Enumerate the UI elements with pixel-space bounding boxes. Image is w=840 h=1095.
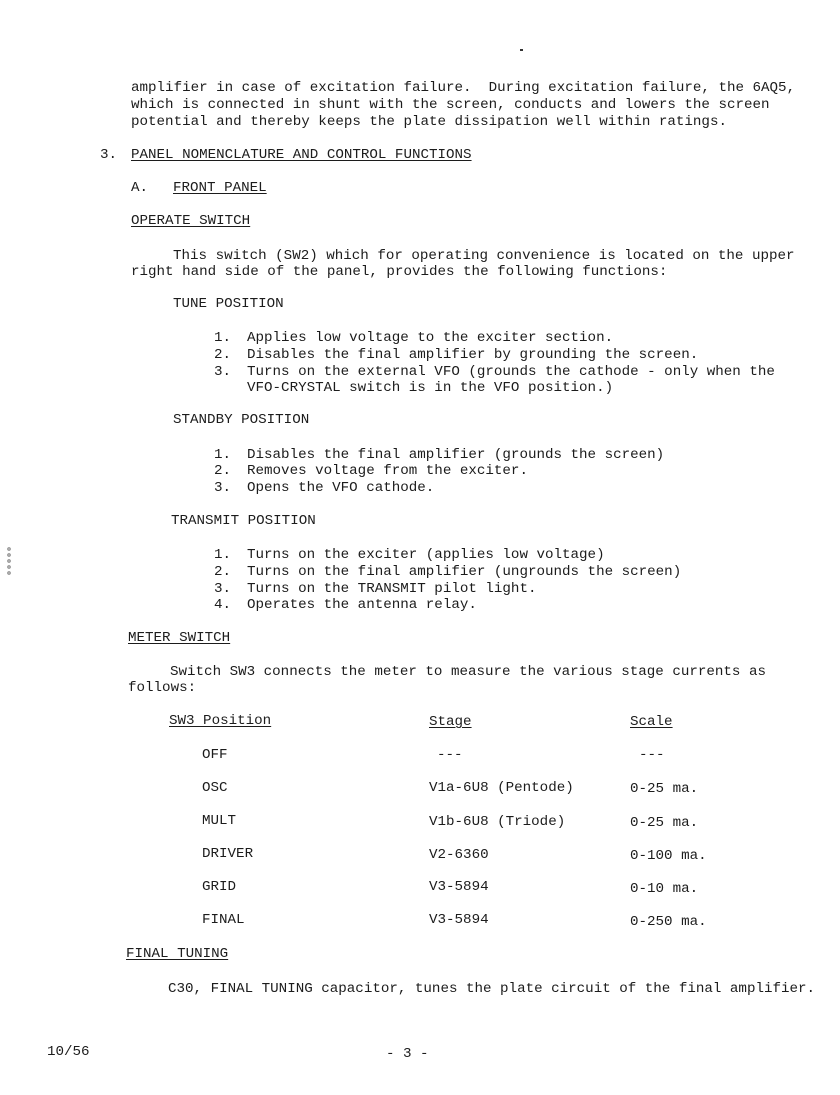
transmit-position-heading: TRANSMIT POSITION bbox=[171, 513, 316, 529]
tune-item-num: 3. bbox=[214, 364, 232, 380]
table-header-position: SW3 Position bbox=[169, 713, 272, 729]
subsection-letter: A. bbox=[131, 180, 149, 196]
table-cell-position: OFF bbox=[202, 747, 228, 763]
table-cell-stage: V3-5894 bbox=[429, 879, 489, 895]
tune-item-text: Turns on the external VFO (grounds the cathode - only when the bbox=[247, 364, 775, 380]
intro-line-3: potential and thereby keeps the plate dissipation well within ratings. bbox=[131, 114, 727, 130]
tune-position-heading: TUNE POSITION bbox=[173, 296, 284, 312]
section-number: 3. bbox=[100, 147, 118, 163]
final-tuning-heading: FINAL TUNING bbox=[126, 946, 229, 962]
tune-item-num: 1. bbox=[214, 330, 232, 346]
page-number: - 3 - bbox=[386, 1046, 429, 1062]
meter-switch-heading: METER SWITCH bbox=[128, 630, 231, 646]
table-header-scale: Scale bbox=[630, 714, 673, 730]
standby-position-heading: STANDBY POSITION bbox=[173, 412, 310, 428]
footer-date: 10/56 bbox=[47, 1044, 90, 1060]
transmit-item-num: 1. bbox=[214, 547, 232, 563]
table-cell-position: GRID bbox=[202, 879, 237, 895]
table-cell-stage: V2-6360 bbox=[429, 847, 489, 863]
transmit-item-text: Turns on the exciter (applies low voltage) bbox=[247, 547, 605, 563]
table-cell-position: FINAL bbox=[202, 912, 245, 928]
transmit-item-text: Turns on the TRANSMIT pilot light. bbox=[247, 581, 537, 597]
transmit-item-num: 4. bbox=[214, 597, 232, 613]
table-header-stage: Stage bbox=[429, 714, 472, 730]
table-cell-position: DRIVER bbox=[202, 846, 254, 862]
scan-edge-marks bbox=[6, 546, 12, 576]
intro-line-1: amplifier in case of excitation failure. During excitation failure, the 6AQ5, bbox=[131, 80, 796, 96]
standby-item-num: 2. bbox=[214, 463, 232, 479]
section-title: PANEL NOMENCLATURE AND CONTROL FUNCTIONS bbox=[131, 147, 472, 163]
standby-item-text: Disables the final amplifier (grounds the screen) bbox=[247, 447, 665, 463]
table-cell-stage: --- bbox=[437, 747, 463, 763]
table-cell-scale: 0-25 ma. bbox=[630, 781, 699, 797]
table-cell-position: MULT bbox=[202, 813, 237, 829]
table-cell-position: OSC bbox=[202, 780, 228, 796]
meter-para-line-2: follows: bbox=[128, 680, 197, 696]
meter-para-line-1: Switch SW3 connects the meter to measure the various stage currents as bbox=[170, 664, 766, 680]
standby-item-num: 3. bbox=[214, 480, 232, 496]
table-cell-scale: 0-25 ma. bbox=[630, 815, 699, 831]
transmit-item-num: 2. bbox=[214, 564, 232, 580]
standby-item-text: Removes voltage from the exciter. bbox=[247, 463, 528, 479]
tune-item-num: 2. bbox=[214, 347, 232, 363]
table-cell-scale: 0-100 ma. bbox=[630, 848, 707, 864]
transmit-item-text: Turns on the final amplifier (ungrounds the screen) bbox=[247, 564, 682, 580]
final-tuning-para: C30, FINAL TUNING capacitor, tunes the plate circuit of the final amplifier. bbox=[168, 981, 816, 997]
scan-speck bbox=[520, 49, 523, 51]
tune-item-text-continued: VFO-CRYSTAL switch is in the VFO position.) bbox=[247, 380, 614, 396]
table-cell-scale: --- bbox=[639, 747, 665, 763]
operate-switch-heading: OPERATE SWITCH bbox=[131, 213, 251, 229]
operate-para-line-1: This switch (SW2) which for operating convenience is located on the upper bbox=[173, 248, 795, 264]
tune-item-text: Disables the final amplifier by grounding the screen. bbox=[247, 347, 699, 363]
table-cell-scale: 0-10 ma. bbox=[630, 881, 699, 897]
table-cell-stage: V1b-6U8 (Triode) bbox=[429, 814, 566, 830]
tune-item-text: Applies low voltage to the exciter section. bbox=[247, 330, 614, 346]
table-cell-stage: V1a-6U8 (Pentode) bbox=[429, 780, 574, 796]
intro-line-2: which is connected in shunt with the screen, conducts and lowers the screen bbox=[131, 97, 770, 113]
transmit-item-text: Operates the antenna relay. bbox=[247, 597, 477, 613]
table-cell-scale: 0-250 ma. bbox=[630, 914, 707, 930]
standby-item-text: Opens the VFO cathode. bbox=[247, 480, 435, 496]
standby-item-num: 1. bbox=[214, 447, 232, 463]
operate-para-line-2: right hand side of the panel, provides the following functions: bbox=[131, 264, 668, 280]
subsection-title: FRONT PANEL bbox=[173, 180, 267, 196]
transmit-item-num: 3. bbox=[214, 581, 232, 597]
table-cell-stage: V3-5894 bbox=[429, 912, 489, 928]
